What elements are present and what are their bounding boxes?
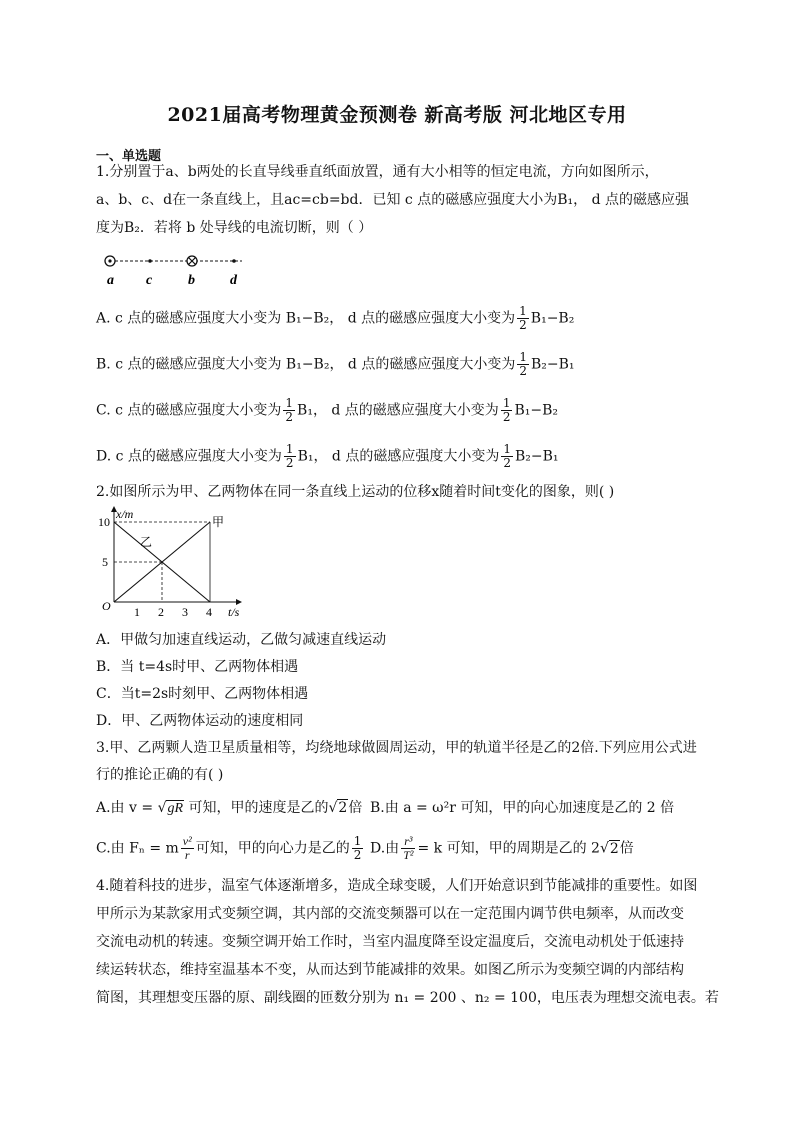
q1-option-b[interactable]: B. c 点的磁感应强度大小变为 B₁−B₂， d 点的磁感应强度大小变为 $\frac{1}{2}$ B₂−B₁ [96,350,575,378]
q3-option-a[interactable]: A.由 v = √gR 可知，甲的速度是乙的√2倍 [96,800,363,816]
q1-wire-figure [96,250,256,290]
origin-label: O [102,599,111,613]
q3-stem-line2: 行的推论正确的有( ) [96,767,224,783]
xtick-2: 2 [158,605,164,619]
fig-label-a: a [107,273,114,288]
q3-option-b[interactable]: B.由 a = ω²r 可知，甲的向心加速度是乙的 2 倍 [370,800,675,816]
y-axis-label: x/m [116,507,134,521]
q2-stem: 2.如图所示为甲、乙两物体在同一条直线上运动的位移x随着时间t变化的图象，则( ) [96,484,615,500]
section-heading: 一、单选题 [96,149,162,164]
q4-line1: 4.随着科技的进步，温室气体逐渐增多，造成全球变暖，人们开始意识到节能减排的重要性。如图 [96,878,698,894]
q1-stem-line3: 度为B₂．若将 b 处导线的电流切断，则（ ） [96,220,373,236]
q4-line3: 交流电动机的转速。变频空调开始工作时，当室内温度降至设定温度后，交流电动机处于低速持 [96,934,684,950]
fig-label-d: d [230,273,237,288]
q4-line5: 简图，其理想变压器的原、副线圈的匝数分别为 n₁ = 200 、n₂ = 100，电压表为理想交流电表。若 [96,990,719,1006]
q2-option-c[interactable]: C．当t=2s时刻甲、乙两物体相遇 [96,686,309,702]
series-label-jia: 甲 [212,515,225,529]
ytick-10: 10 [98,515,110,529]
q3-stem-line1: 3.甲、乙两颗人造卫星质量相等，均绕地球做圆周运动，甲的轨道半径是乙的2倍.下列应用公式进 [96,740,697,756]
q2-option-d[interactable]: D．甲、乙两物体运动的速度相同 [96,713,304,729]
fig-label-b: b [188,273,195,288]
xtick-4: 4 [206,605,212,619]
ytick-5: 5 [102,555,108,569]
q1-option-c[interactable]: C. c 点的磁感应强度大小变为 $\frac{1}{2}$ B₁， d 点的磁感应强度大小变为 $\frac{1}{2}$ B₁−B₂ [96,396,558,424]
q1-stem-line2: a、b、c、d在一条直线上，且ac=cb=bd．已知 c 点的磁感应强度大小为B₁， d 点的磁感应强 [96,192,689,208]
x-axis-label: t/s [228,605,240,619]
q2-option-b[interactable]: B．当 t=4s时甲、乙两物体相遇 [96,659,299,675]
page-title: 2021届高考物理黄金预测卷 新高考版 河北地区专用 [167,104,627,126]
q4-line2: 甲所示为某款家用式变频空调，其内部的交流变频器可以在一定范围内调节供电频率，从而改变 [96,906,684,922]
q3-option-c[interactable]: C.由 Fₙ = m $\frac{\text{v²}}{r}$ 可知，甲的向心力是乙的 $\frac{1}{2}$ [96,834,362,862]
xtick-3: 3 [182,605,188,619]
q4-line4: 续运转状态，维持室温基本不变，从而达到节能减排的效果。如图乙所示为变频空调的内部结构 [96,962,684,978]
q1-option-d[interactable]: D. c 点的磁感应强度大小变为 $\frac{1}{2}$ B₁， d 点的磁感应强度大小变为 $\frac{1}{2}$ B₂−B₁ [96,442,559,470]
q1-option-a[interactable]: A. c 点的磁感应强度大小变为 B₁−B₂， d 点的磁感应强度大小变为 $\frac{1}{2}$ B₁−B₂ [96,304,575,332]
q1-stem-line1: 1.分别置于a、b两处的长直导线垂直纸面放置，通有大小相等的恒定电流，方向如图所示， [96,164,659,180]
series-label-yi: 乙 [140,535,153,549]
q3-option-d[interactable]: D.由 $\frac{\text{r³}}{\text{T²}}$ = k 可知，甲的周期是乙的 2√2倍 [370,834,634,862]
q2-option-a[interactable]: A．甲做匀加速直线运动，乙做匀减速直线运动 [96,632,387,648]
xtick-1: 1 [134,605,140,619]
q2-xt-graph [96,506,256,624]
fig-label-c: c [146,273,153,288]
